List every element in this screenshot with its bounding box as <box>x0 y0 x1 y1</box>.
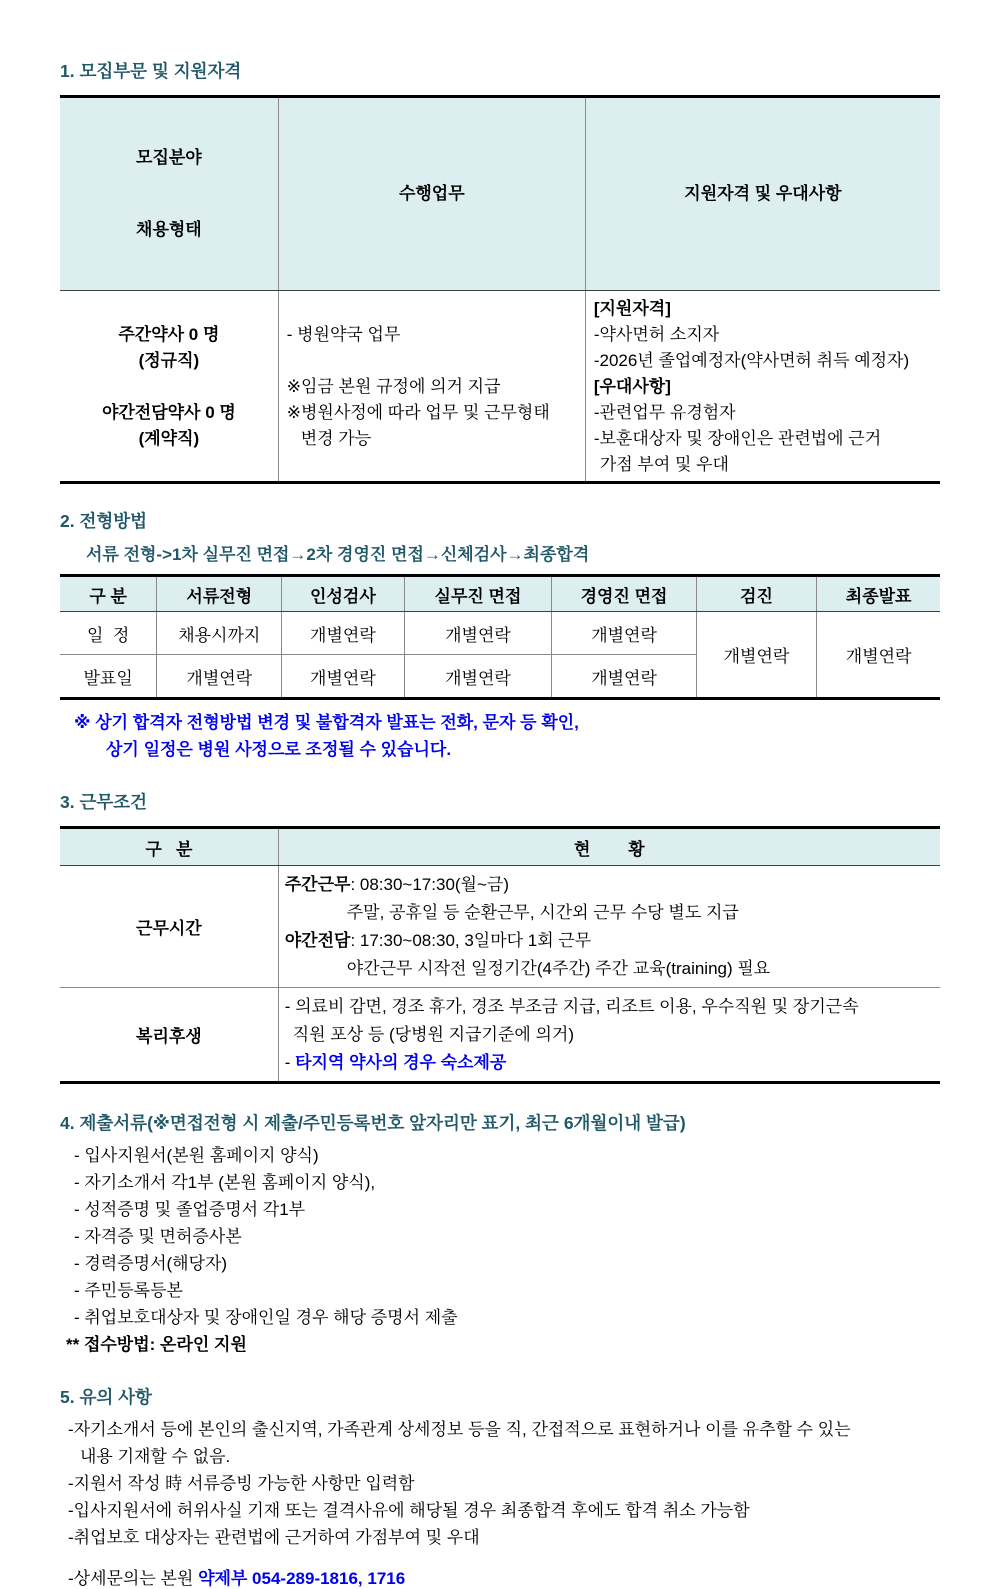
text-line: [우대사항] <box>593 377 671 396</box>
text-line <box>60 296 278 322</box>
text-line: ※임금 본원 규정에 의거 지급 <box>286 377 501 396</box>
header-cell: 서류전형 <box>157 576 282 612</box>
row-label: 근무시간 <box>60 866 278 988</box>
cell-qualifications <box>585 291 940 483</box>
header-cell-duties: 수행업무 <box>278 97 585 291</box>
text-run: : 08:30~17:30(월~금) <box>350 875 509 894</box>
work-conditions-table <box>60 826 940 1084</box>
section-title-selection-process: 2. 전형방법 <box>60 511 148 531</box>
text-line: 변경 가능 <box>300 429 372 448</box>
label-night-shift: 야간전담 <box>284 931 351 950</box>
table-cell: 일 정 <box>60 612 157 655</box>
housing-benefit-text: 타지역 약사의 경우 숙소제공 <box>295 1053 507 1072</box>
table-header-row <box>60 576 940 612</box>
table-cell: 발표일 <box>83 668 133 688</box>
text-line: -약사면허 소지자 <box>593 325 720 344</box>
table-cell-merged: 개별연락 <box>817 612 940 699</box>
header-cell: 최종발표 <box>817 576 940 612</box>
header-cell: 검진 <box>696 576 817 612</box>
table-row-benefits <box>60 988 940 1083</box>
text-line: ※병원사정에 따라 업무 및 근무형태 <box>286 403 550 422</box>
section-title-recruitment: 1. 모집부문 및 지원자격 <box>60 61 242 81</box>
text-line: (정규직) <box>138 351 200 370</box>
header-line: 채용형태 <box>136 220 202 239</box>
list-item: - 주민등록등본 <box>74 1281 183 1300</box>
text-line: 주말, 공휴일 등 순환근무, 시간외 근무 수당 별도 지급 <box>346 903 739 922</box>
section-title-work-conditions: 3. 근무조건 <box>60 792 148 812</box>
schedule-table <box>60 574 940 700</box>
cell-duties <box>278 291 585 483</box>
contact-prefix: -상세문의는 본원 <box>68 1569 199 1588</box>
list-item: - 취업보호대상자 및 장애인일 경우 해당 증명서 제출 <box>74 1308 458 1327</box>
dash: - <box>284 1053 296 1072</box>
text-line: -관련업무 유경험자 <box>593 403 736 422</box>
text-line <box>60 374 278 400</box>
cell-work-hours <box>278 866 940 988</box>
table-cell: 개별연락 <box>552 612 696 655</box>
text-line <box>279 348 585 374</box>
text-line <box>279 1049 940 1077</box>
text-line: -2026년 졸업예정자(약사면허 취득 예정자) <box>593 351 910 370</box>
text-line <box>279 871 940 899</box>
table-cell: 개별연락 <box>282 655 404 699</box>
text-line: - 의료비 감면, 경조 휴가, 경조 부조금 지급, 리조트 이용, 우수직원 및 장기근속 <box>284 997 859 1016</box>
text-line: - 병원약국 업무 <box>286 325 401 344</box>
text-line: 야간근무 시작전 일정기간(4주간) 주간 교육(training) 필요 <box>346 959 771 978</box>
header-cell: 경영진 면접 <box>552 576 696 612</box>
list-item: - 자격증 및 면허증사본 <box>74 1227 242 1246</box>
application-method: ** 접수방법: 온라인 지원 <box>66 1335 247 1354</box>
list-item: - 입사지원서(본원 홈페이지 양식) <box>74 1146 319 1165</box>
row-label: 복리후생 <box>136 1027 202 1046</box>
table-cell: 개별연락 <box>404 612 552 655</box>
text-line: 주간약사 0 명 <box>118 325 220 344</box>
text-line <box>279 296 585 322</box>
header-cell: 현 황 <box>278 828 940 866</box>
header-cell: 인성검사 <box>282 576 404 612</box>
section-title-documents: 4. 제출서류(※면접전형 시 제출/주민등록번호 앞자리만 표기, 최근 6개월이내 발급) <box>60 1113 686 1133</box>
header-cell: 실무진 면접 <box>404 576 552 612</box>
list-item: -취업보호 대상자는 관련법에 근거하여 가점부여 및 우대 <box>68 1528 480 1547</box>
table-body-row <box>60 291 940 483</box>
text-line: (계약직) <box>138 429 200 448</box>
selection-process-flow: 서류 전형->1차 실무진 면접→2차 경영진 면접→신체검사→최종합격 <box>86 545 590 564</box>
list-item: - 성적증명 및 졸업증명서 각1부 <box>74 1200 306 1219</box>
table-cell: 개별연락 <box>282 612 404 655</box>
table-cell: 개별연락 <box>157 655 282 699</box>
notes-list <box>60 1416 940 1589</box>
contact-line <box>60 1564 940 1589</box>
text-line: 야간전담약사 0 명 <box>101 403 236 422</box>
notice-line: ※ 상기 합격자 전형방법 변경 및 불합격자 발표는 전화, 문자 등 확인, <box>74 713 579 732</box>
cell-benefits <box>278 988 940 1083</box>
table-cell: 채용시까지 <box>157 612 282 655</box>
list-item: -지원서 작성 時 서류증빙 가능한 사항만 입력함 <box>68 1474 415 1493</box>
header-cell-category <box>60 97 278 291</box>
recruitment-table <box>60 95 940 484</box>
contact-phone: 약제부 054-289-1816, 1716 <box>198 1569 406 1588</box>
table-header-row <box>60 97 940 291</box>
table-row-work-hours <box>60 866 940 988</box>
list-item: - 자기소개서 각1부 (본원 홈페이지 양식), <box>74 1173 376 1192</box>
text-line: [지원자격] <box>593 299 671 318</box>
label-day-shift: 주간근무 <box>284 875 351 894</box>
text-run: : 17:30~08:30, 3일마다 1회 근무 <box>350 931 592 950</box>
header-line: 모집분야 <box>136 148 202 167</box>
table-cell-merged: 개별연락 <box>696 612 817 699</box>
document-list <box>60 1142 940 1358</box>
notice-line: 상기 일정은 병원 사정으로 조정될 수 있습니다. <box>106 740 452 759</box>
list-item: -입사지원서에 허위사실 기재 또는 결격사유에 해당될 경우 최종합격 후에도 합격 취소 가능함 <box>68 1501 750 1520</box>
header-cell: 구 분 <box>60 828 278 866</box>
table-cell: 개별연락 <box>552 655 696 699</box>
cell-positions <box>60 291 278 483</box>
list-item: -자기소개서 등에 본인의 출신지역, 가족관계 상세정보 등을 직, 간접적으로 표현하거나 이를 유추할 수 있는 <box>68 1420 851 1439</box>
header-cell: 구 분 <box>60 576 157 612</box>
table-cell: 개별연락 <box>404 655 552 699</box>
table-header-row <box>60 828 940 866</box>
text-line: -보훈대상자 및 장애인은 관련법에 근거 <box>593 429 882 448</box>
table-row-schedule <box>60 612 940 655</box>
text-line: 가점 부여 및 우대 <box>599 455 729 474</box>
header-cell-qualifications: 지원자격 및 우대사항 <box>585 97 940 291</box>
section-title-notes: 5. 유의 사항 <box>60 1387 152 1407</box>
text-line: 직원 포상 등 (당병원 지급기준에 의거) <box>292 1025 575 1044</box>
list-item: 내용 기재할 수 없음. <box>80 1447 231 1466</box>
text-line <box>279 927 940 955</box>
list-item: - 경력증명서(해당자) <box>74 1254 228 1273</box>
